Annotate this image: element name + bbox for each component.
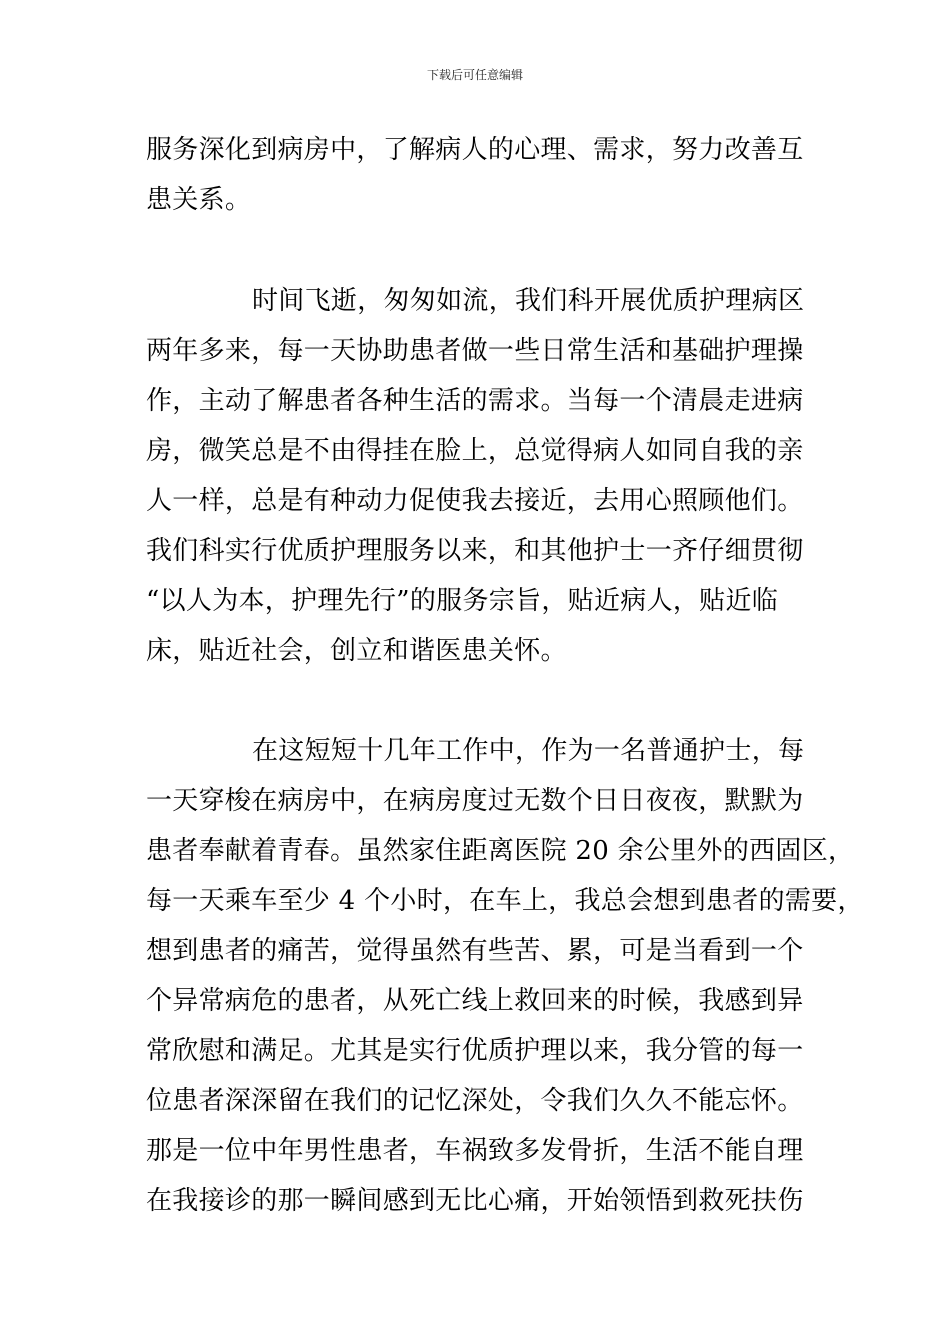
text-line: 个异常病危的患者，从死亡线上救回来的时候，我感到异 — [146, 986, 804, 1016]
text-line: 想到患者的痛苦，觉得虽然有些苦、累，可是当看到一个 — [146, 936, 804, 966]
text-line: 作，主动了解患者各种生活的需求。当每一个清晨走进病 — [146, 386, 804, 416]
text-line: “以人为本，护理先行”的服务宗旨，贴近病人，贴近临 — [146, 586, 779, 616]
text-line: 两年多来，每一天协助患者做一些日常生活和基础护理操 — [146, 336, 804, 366]
text-line: 时间飞逝，匆匆如流，我们科开展优质护理病区 — [252, 286, 805, 316]
text-line: 常欣慰和满足。尤其是实行优质护理以来，我分管的每一 — [146, 1036, 804, 1066]
text-line: 每一天乘车至少 4 个小时，在车上，我总会想到患者的需要， — [146, 886, 864, 916]
text-line: 房，微笑总是不由得挂在脸上，总觉得病人如同自我的亲 — [146, 436, 804, 466]
text-line: 在我接诊的那一瞬间感到无比心痛，开始领悟到救死扶伤 — [146, 1186, 804, 1216]
text-line: 服务深化到病房中，了解病人的心理、需求，努力改善互 — [146, 135, 804, 165]
text-line: 床，贴近社会，创立和谐医患关怀。 — [146, 636, 567, 666]
text-line: 在这短短十几年工作中，作为一名普通护士，每 — [252, 736, 805, 766]
text-line: 人一样，总是有种动力促使我去接近，去用心照顾他们。 — [146, 486, 804, 516]
text-line: 患关系。 — [146, 185, 252, 215]
text-line: 我们科实行优质护理服务以来，和其他护士一齐仔细贯彻 — [146, 536, 804, 566]
text-line: 那是一位中年男性患者，车祸致多发骨折，生活不能自理 — [146, 1136, 804, 1166]
text-line: 一天穿梭在病房中，在病房度过无数个日日夜夜，默默为 — [146, 786, 804, 816]
header-note: 下载后可任意编辑 — [426, 68, 523, 82]
text-line: 位患者深深留在我们的记忆深处，令我们久久不能忘怀。 — [146, 1086, 804, 1116]
text-line: 患者奉献着青春。虽然家住距离医院 20 余公里外的西固区， — [146, 836, 855, 866]
